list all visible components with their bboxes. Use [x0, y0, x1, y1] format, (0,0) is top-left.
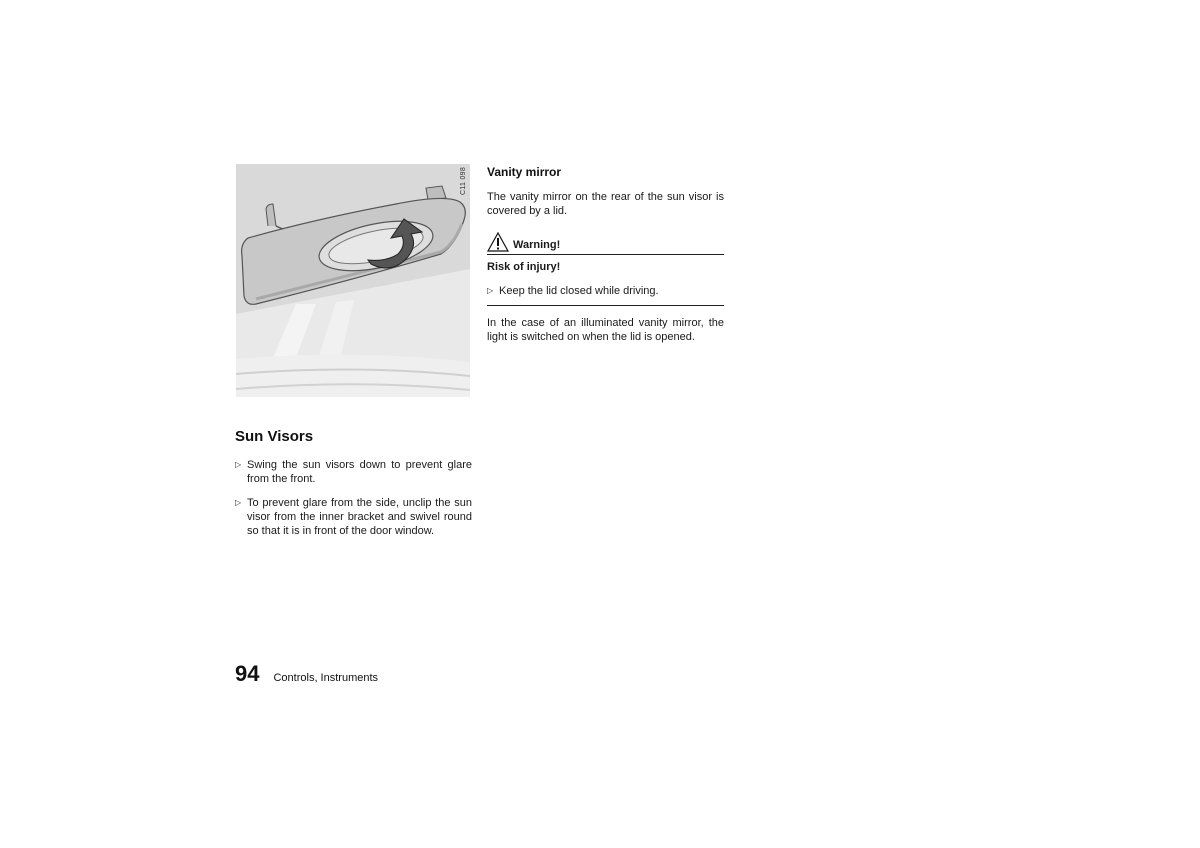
list-item [235, 458, 472, 486]
page-footer [235, 661, 378, 687]
vanity-mirror-section [487, 164, 724, 344]
warning-step-text: Keep the lid closed while driving. [499, 285, 659, 297]
warning-step-block [487, 284, 724, 306]
sun-visor-illustration [236, 164, 470, 397]
triangle-bullet-icon: ▷ [487, 286, 494, 295]
vanity-mirror-note: In the case of an illuminated vanity mirror, the light is switched on when the lid is opened. [487, 317, 724, 343]
list-item [487, 284, 724, 298]
page-number: 94 [235, 661, 260, 686]
vanity-mirror-intro: The vanity mirror on the rear of the sun visor is covered by a lid. [487, 191, 724, 217]
footer-section-name: Controls, Instruments [273, 672, 379, 684]
list-item [235, 496, 472, 538]
risk-text: Risk of injury! [487, 261, 561, 273]
step-text: To prevent glare from the side, unclip the sun visor from the inner bracket and swivel round so that it is in front of the door window. [247, 497, 472, 537]
sun-visors-title: Sun Visors [235, 428, 314, 445]
warning-header [487, 232, 724, 255]
warning-triangle-icon [487, 232, 509, 252]
step-text: Swing the sun visors down to prevent glare from the front. [247, 459, 472, 485]
triangle-bullet-icon: ▷ [235, 460, 242, 469]
figure-code: C11 098 [460, 166, 467, 196]
triangle-bullet-icon: ▷ [235, 498, 242, 507]
warning-label: Warning! [513, 239, 561, 251]
sun-visors-steps [235, 458, 472, 548]
vanity-mirror-title: Vanity mirror [487, 165, 562, 179]
